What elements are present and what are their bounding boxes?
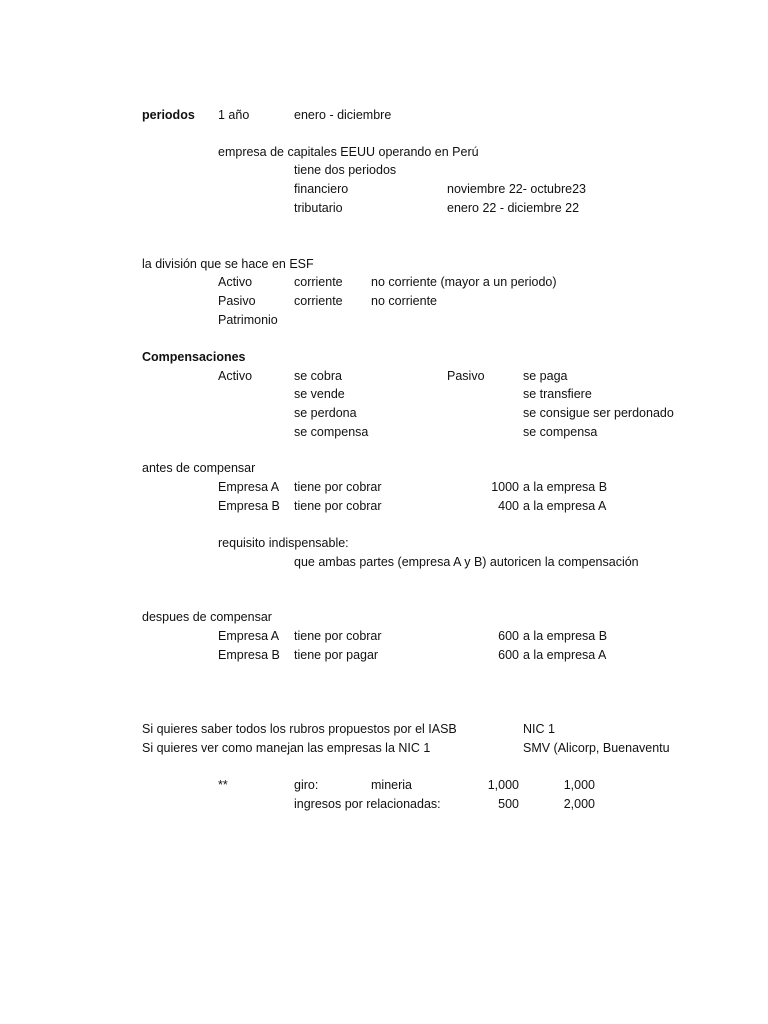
row-esf-pasivo [0,292,768,310]
antes-destino: a la empresa B [523,480,608,494]
row-financiero [0,180,768,198]
row-despues-b [0,646,768,664]
esf-activo-no-corriente: no corriente (mayor a un periodo) [371,275,557,289]
ingresos-number-2: 2,000 [563,797,595,811]
ref-smv-text: Si quieres ver como manejan las empresas la NIC 1 [142,741,431,755]
periodos-span: 1 año [218,108,250,122]
ingresos-label: ingresos por relacionadas: [294,797,441,811]
ref-iasb-text: Si quieres saber todos los rubros propuestos por el IASB [142,722,457,736]
row-requisito-text [0,553,768,571]
extra-marker: ** [218,778,228,792]
antes-monto: 400 [498,499,519,513]
despues-empresa: Empresa B [218,648,280,662]
row-giro [0,776,768,794]
row-ref-smv [0,739,768,757]
antes-destino: a la empresa A [523,499,607,513]
row-esf-activo [0,273,768,291]
row-esf-patrimonio [0,311,768,329]
row-compensaciones-4 [0,423,768,441]
antes-empresa: Empresa A [218,480,280,494]
financiero-label: financiero [294,182,349,196]
despues-destino: a la empresa B [523,629,608,643]
despues-destino: a la empresa A [523,648,607,662]
compensaciones-pasivo: Pasivo [447,369,485,383]
antes-monto: 1000 [491,480,519,494]
row-compensaciones-title [0,348,768,366]
empresa-title: empresa de capitales EEUU operando en Perú [218,145,479,159]
periodos-label: periodos [142,108,195,122]
row-compensaciones-2 [0,385,768,403]
esf-activo: Activo [218,275,253,289]
row-ref-iasb [0,720,768,738]
row-compensaciones-3 [0,404,768,422]
giro-label: giro: [294,778,319,792]
row-antes-title [0,459,768,477]
giro-number-1: 1,000 [487,778,519,792]
antes-accion: tiene por cobrar [294,499,382,513]
row-antes-a [0,478,768,496]
giro-number-2: 1,000 [563,778,595,792]
esf-pasivo-corriente: corriente [294,294,343,308]
despues-title: despues de compensar [142,610,272,624]
requisito-text: que ambas partes (empresa A y B) autoricen la compensación [294,555,639,569]
row-despues-a [0,627,768,645]
despues-accion: tiene por cobrar [294,629,382,643]
esf-patrimonio: Patrimonio [218,313,278,327]
ref-iasb-value: NIC 1 [523,722,555,736]
pasivo-item: se consigue ser perdonado [523,406,674,420]
financiero-value: noviembre 22- octubre23 [447,182,586,196]
esf-pasivo: Pasivo [218,294,256,308]
ingresos-number-1: 500 [498,797,519,811]
row-compensaciones-1 [0,367,768,385]
despues-accion: tiene por pagar [294,648,379,662]
esf-title: la división que se hace en ESF [142,257,314,271]
periodos-range: enero - diciembre [294,108,392,122]
antes-title: antes de compensar [142,461,256,475]
compensaciones-activo: Activo [218,369,253,383]
row-empresa-subtitle [0,161,768,179]
activo-item: se compensa [294,425,369,439]
tributario-label: tributario [294,201,343,215]
antes-accion: tiene por cobrar [294,480,382,494]
row-antes-b [0,497,768,515]
row-requisito-title [0,534,768,552]
compensaciones-title: Compensaciones [142,350,246,364]
despues-monto: 600 [498,629,519,643]
giro-value: mineria [371,778,412,792]
pasivo-item: se compensa [523,425,598,439]
activo-item: se perdona [294,406,357,420]
despues-empresa: Empresa A [218,629,280,643]
row-tributario [0,199,768,217]
row-periodos [0,106,768,124]
despues-monto: 600 [498,648,519,662]
tributario-value: enero 22 - diciembre 22 [447,201,580,215]
row-empresa-title [0,143,768,161]
esf-activo-corriente: corriente [294,275,343,289]
activo-item: se vende [294,387,345,401]
antes-empresa: Empresa B [218,499,280,513]
pasivo-item: se paga [523,369,568,383]
esf-pasivo-no-corriente: no corriente [371,294,438,308]
pasivo-item: se transfiere [523,387,592,401]
activo-item: se cobra [294,369,342,383]
row-esf-title [0,255,768,273]
empresa-subtitle: tiene dos periodos [294,163,397,177]
row-despues-title [0,608,768,626]
ref-smv-value: SMV (Alicorp, Buenaventu [523,741,670,755]
requisito-title: requisito indispensable: [218,536,349,550]
row-ingresos [0,795,768,813]
